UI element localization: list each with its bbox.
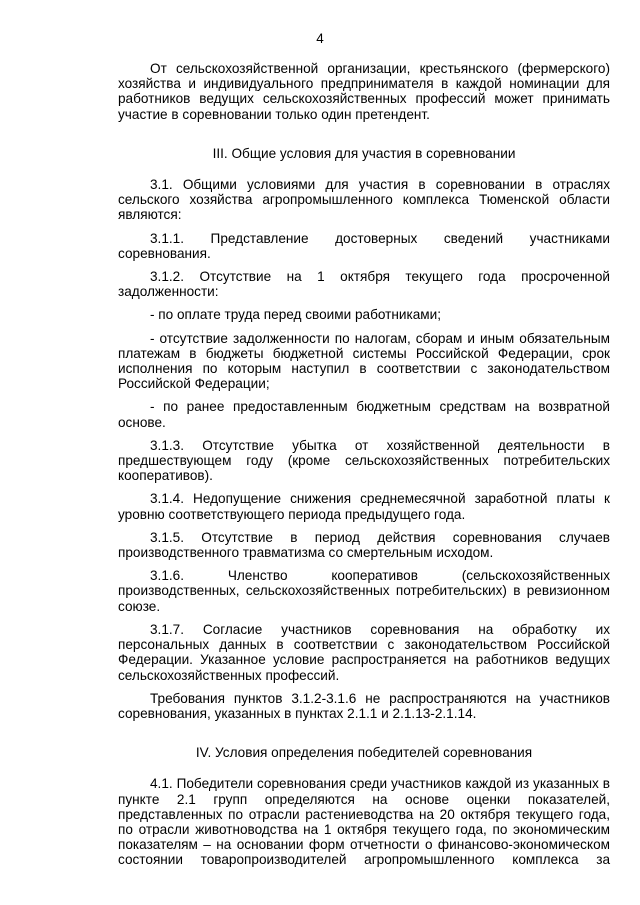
paragraph-4-1: 4.1. Победители соревнования среди участников каждой из указанных в пункте 2.1 групп определяются на основе оценки показателей, представленных по отрасли растениеводства на 20 октября текущего года, по отрасли животноводства на 1 октября текущего года, по экономическим показателям – на основании форм отчетности о финансово-экономическом состоянии товаропроизводителей агропромышленного комплекса за — [118, 776, 610, 868]
paragraph-3-1-4: 3.1.4. Недопущение снижения среднемесячной заработной платы к уровню соответствующего периода предыдущего года. — [118, 491, 610, 522]
paragraph-3-1-1: 3.1.1. Представление достоверных сведений участниками соревнования. — [118, 230, 610, 261]
document-body — [118, 61, 610, 868]
paragraph-3-1-2: 3.1.2. Отсутствие на 1 октября текущего года просроченной задолженности: — [118, 269, 610, 300]
section-heading-3: III. Общие условия для участия в соревновании — [212, 145, 516, 161]
paragraph-3-1-7: 3.1.7. Согласие участников соревнования на обработку их персональных данных в соответствии с законодательством Российской Федерации. Указанное условие распространяется на работников ведущих сельскохозяйственных профессий. — [118, 621, 610, 683]
paragraph-3-1: 3.1. Общими условиями для участия в соревновании в отраслях сельского хозяйства агропромышленного комплекса Тюменской области являются: — [118, 177, 610, 223]
paragraph-requirements: Требования пунктов 3.1.2-3.1.6 не распространяются на участников соревнования, указанных в пунктах 2.1.1 и 2.1.13-2.1.14. — [118, 690, 610, 721]
paragraph-3-1-6: 3.1.6. Членство кооперативов (сельскохозяйственных производственных, сельскохозяйственных потребительских) в ревизионном союзе. — [118, 568, 610, 614]
paragraph-3-1-2-b: - отсутствие задолженности по налогам, сборам и иным обязательным платежам в бюджеты бюджетной системы Российской Федерации, срок исполнения по которым наступил в соответствии с законодательством Российской Федерации; — [118, 330, 610, 392]
page-number: 4 — [316, 31, 324, 46]
paragraph-3-1-5: 3.1.5. Отсутствие в период действия соревнования случаев производственного травматизма со смертельным исходом. — [118, 529, 610, 561]
paragraph-3-1-2-c: - по ранее предоставленным бюджетным средствам на возвратной основе. — [118, 399, 610, 430]
paragraph-3-1-3: 3.1.3. Отсутствие убытка от хозяйственной деятельности в предшествующем году (кроме сельскохозяйственных потребительских кооперативов). — [118, 437, 610, 484]
paragraph-3-1-2-a: - по оплате труда перед своими работниками; — [150, 307, 441, 323]
paragraph-intro: От сельскохозяйственной организации, крестьянского (фермерского) хозяйства и индивидуального предпринимателя в каждой номинации для работников ведущих сельскохозяйственных профессий может принимать участие в соревновании только один претендент. — [118, 61, 610, 122]
section-heading-4: IV. Условия определения победителей соревнования — [195, 745, 533, 761]
